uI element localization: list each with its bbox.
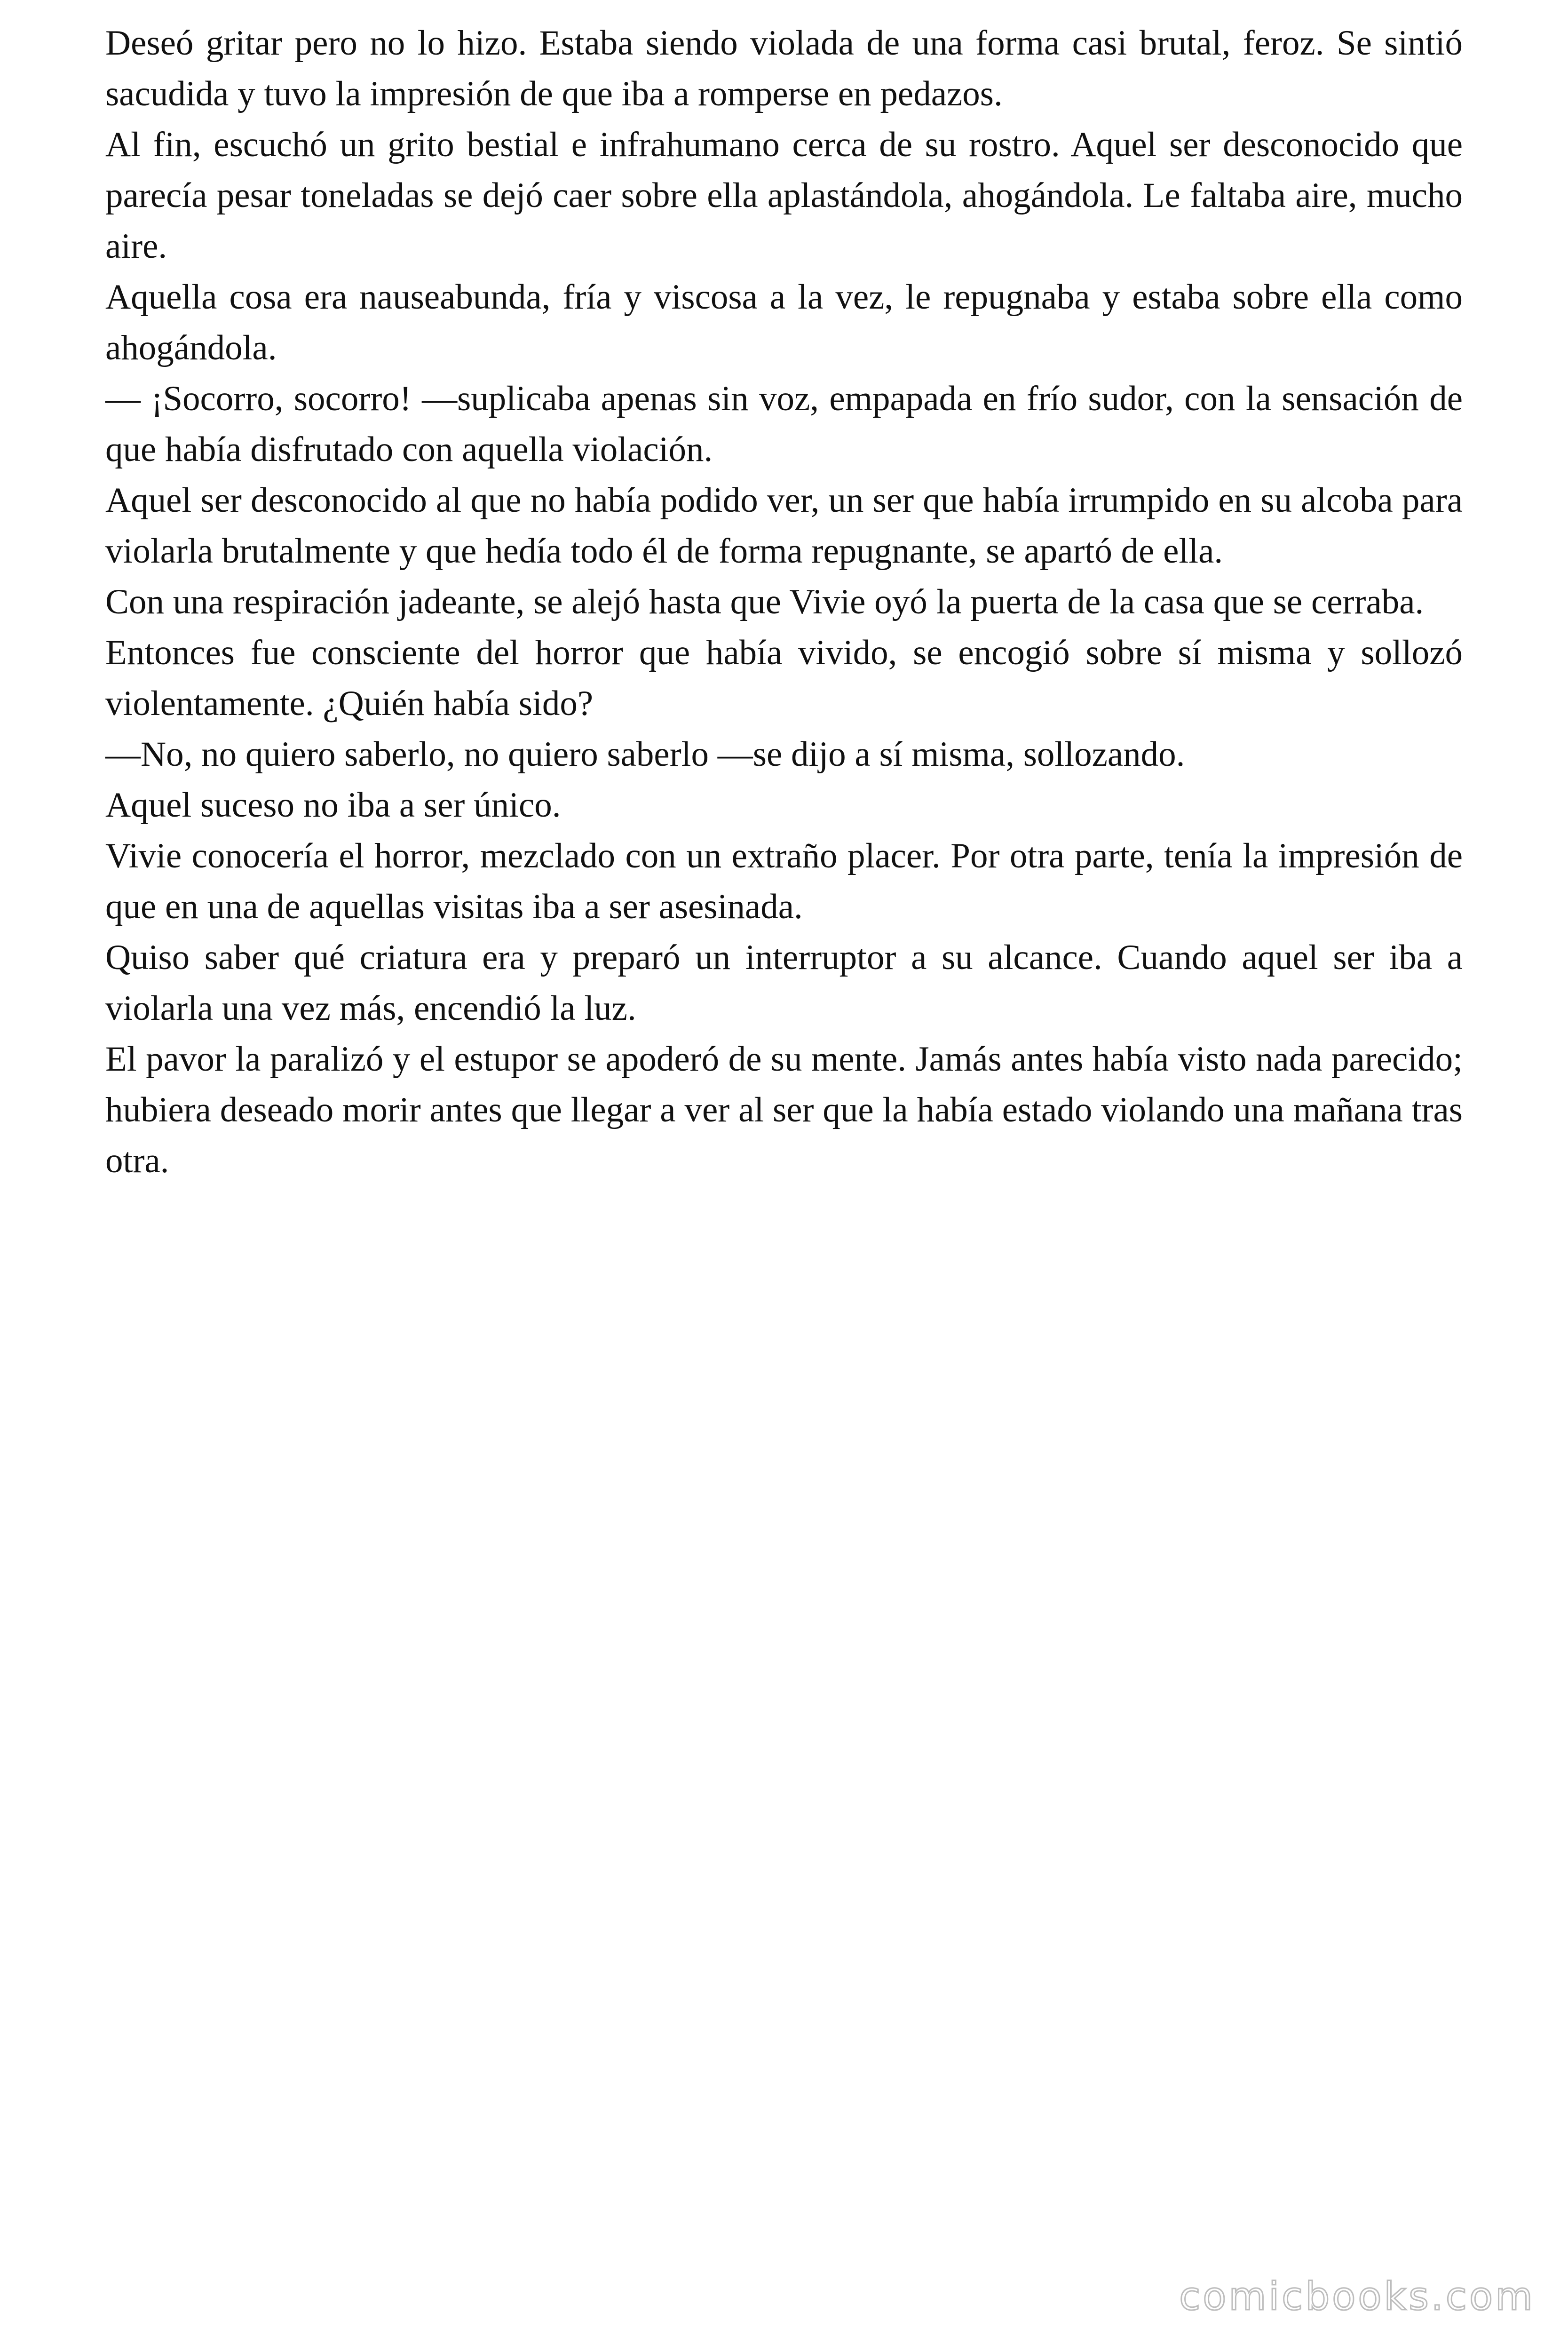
paragraph: Aquel ser desconocido al que no había podido ver, un ser que había irrumpido en su alcoba para violarla brutalmente y que hedía todo él de forma repugnante, se apartó de ella. <box>105 481 1463 571</box>
paragraph: Con una respiración jadeante, se alejó hasta que Vivie oyó la puerta de la casa que se cerraba. <box>105 582 1424 621</box>
paragraph: El pavor la paralizó y el estupor se apoderó de su mente. Jamás antes había visto nada parecido; hubiera deseado morir antes que llegar a ver al ser que la había estado violando una mañana tras otra. <box>105 1040 1463 1180</box>
paragraph: Quiso saber qué criatura era y preparó un interruptor a su alcance. Cuando aquel ser iba a violarla una vez más, encendió la luz. <box>105 938 1463 1028</box>
paragraph-dialogue: — ¡Socorro, socorro! —suplicaba apenas sin voz, empapada en frío sudor, con la sensación de que había disfrutado con aquella violación. <box>105 379 1463 469</box>
paragraph: Aquel suceso no iba a ser único. <box>105 786 561 825</box>
paragraph: Vivie conocería el horror, mezclado con un extraño placer. Por otra parte, tenía la impresión de que en una de aquellas visitas iba a ser asesinada. <box>105 836 1463 926</box>
body-text <box>105 18 1463 1186</box>
paragraph: Entonces fue consciente del horror que había vivido, se encogió sobre sí misma y sollozó violentamente. ¿Quién había sido? <box>105 633 1463 723</box>
paragraph-dialogue: —No, no quiero saberlo, no quiero saberlo —se dijo a sí misma, sollozando. <box>105 735 1185 774</box>
paragraph: Al fin, escuchó un grito bestial e infrahumano cerca de su rostro. Aquel ser desconocido que parecía pesar toneladas se dejó caer sobre ella aplastándola, ahogándola. Le faltaba aire, mucho aire. <box>105 125 1463 266</box>
paragraph: Deseó gritar pero no lo hizo. Estaba siendo violada de una forma casi brutal, feroz. Se sintió sacudida y tuvo la impresión de que iba a romperse en pedazos. <box>105 24 1463 113</box>
watermark-logo: comicbooks.com <box>1179 2274 1535 2319</box>
paragraph: Aquella cosa era nauseabunda, fría y viscosa a la vez, le repugnaba y estaba sobre ella como ahogándola. <box>105 278 1463 367</box>
